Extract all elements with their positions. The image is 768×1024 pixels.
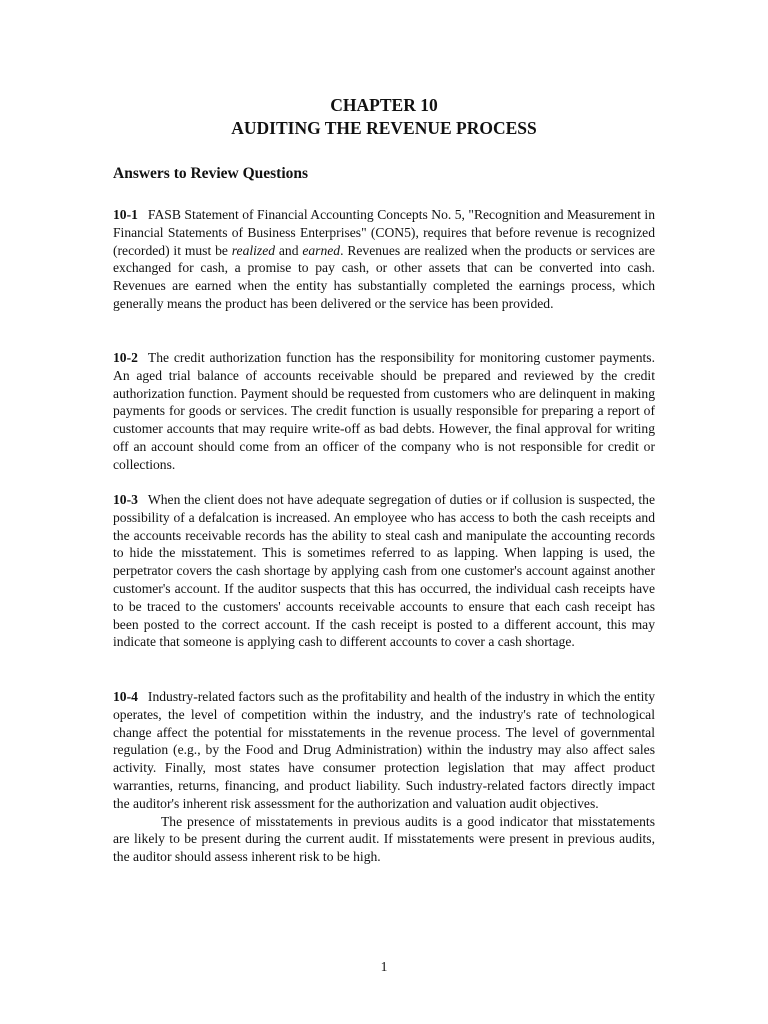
answer-10-4 [113,688,655,866]
answer-paragraph [113,688,655,813]
answer-text-continued: . Revenues are realized when the products or services are exchanged for cash, a promise to pay cash, or other assets that can be converted into cash. Revenues are earned when the entity has substantially completed the earnings process, which generally means the product has been delivered or the service has been provided. [113,242,655,311]
answer-paragraph-2: The presence of misstatements in previous audits is a good indicator that misstatements are likely to be present during the current audit. If misstatements were present in previous audits, the auditor should assess inherent risk to be high. [113,813,655,865]
answer-number: 10-3 [113,492,138,507]
answer-10-3 [113,491,655,651]
chapter-heading [0,94,768,140]
answer-number: 10-2 [113,350,138,365]
answer-10-1 [113,206,655,313]
answer-number: 10-4 [113,689,138,704]
answer-10-2 [113,349,655,474]
chapter-title: AUDITING THE REVENUE PROCESS [231,118,537,138]
emphasis-earned: earned [302,242,341,258]
answer-text: Industry-related factors such as the profitability and health of the industry in which the entity operates, the level of competition within the industry, and the industry's rate of technological change affect the potential for misstatements in the revenue process. The level of governmental regulation (e.g., by the Food and Drug Administration) within the industry may also affect sales activity. Finally, most states have consumer protection legislation that may affect product warranties, returns, financing, and product liability. Such industry-related factors directly impact the auditor's inherent risk assessment for the authorization and valuation audit objectives. [113,689,655,811]
answer-number: 10-1 [113,207,138,222]
page-number: 1 [380,959,388,974]
answer-text: FASB Statement of Financial Accounting Concepts No. 5, "Recognition and Measurement in Financial Statements of Business Enterprises" (CON5), requires that before revenue is recognized (recorded) it must be [113,207,655,258]
emphasis-realized: realized [231,242,276,258]
answer-text: The credit authorization function has the responsibility for monitoring customer payments. An aged trial balance of accounts receivable should be prepared and reviewed by the credit authorization function. Payment should be requested from customers who are delinquent in making payments for goods or services. The credit function is usually responsible for preparing a report of customer accounts that may require write-off as bad debts. However, the final approval for writing off an account should come from an officer of the company who is not responsible for credit or collections. [113,350,655,472]
answer-text: When the client does not have adequate segregation of duties or if collusion is suspected, the possibility of a defalcation is increased. An employee who has access to both the cash receipts and the accounts receivable records has the ability to steal cash and manipulate the accounting records to hide the misstatement. This is sometimes referred to as lapping. When lapping is used, the perpetrator covers the cash shortage by applying cash from one customer's account against another customer's account. If the auditor suspects that this has occurred, the individual cash receipts have to be traced to the customers' accounts receivable accounts to ensure that each cash receipt has been posted to the correct account. If the cash receipt is posted to a different account, this may indicate that someone is applying cash to different accounts to cover a cash shortage. [113,492,655,650]
answer-text-joiner: and [275,242,303,258]
section-heading: Answers to Review Questions [113,165,309,182]
chapter-number: CHAPTER 10 [330,95,438,115]
